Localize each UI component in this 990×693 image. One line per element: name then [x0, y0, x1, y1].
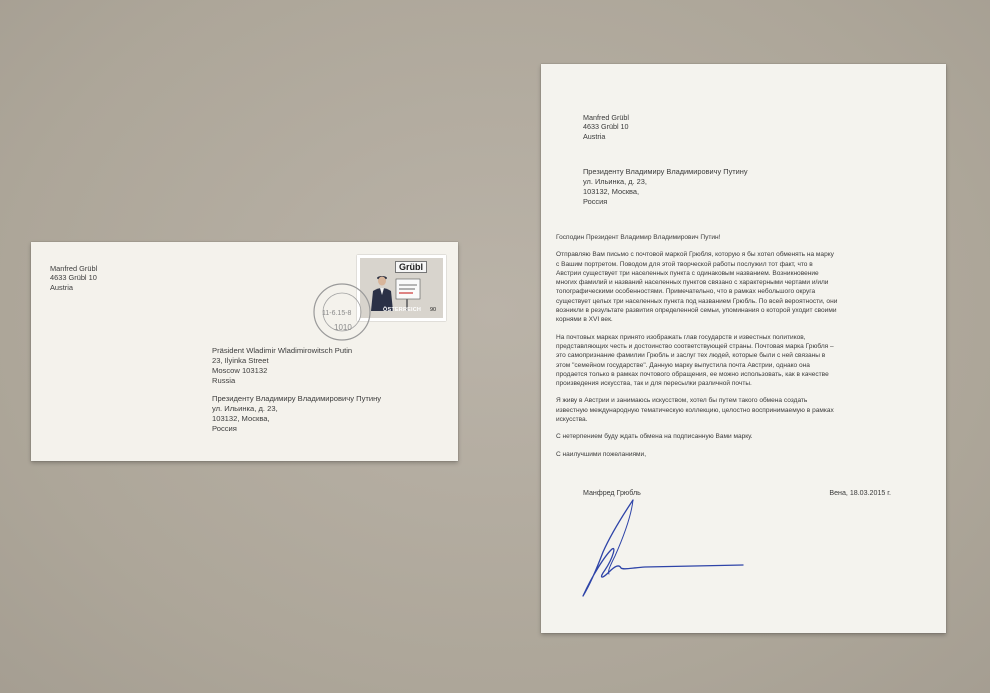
postmark-code: 1010 — [334, 323, 352, 332]
letter-sender-line: 4633 Grübl 10 — [583, 122, 629, 132]
paragraph-line: С нетерпением буду ждать обмена на подписанную Вами марку. — [556, 433, 753, 441]
paragraph-line: возникли в результате развития определенной семьи, упоминания о которой уходит своими — [556, 307, 837, 315]
recipient-cyrillic-line: Россия — [212, 424, 237, 433]
letter-greeting: Господин Президент Владимир Владимирович Путин! — [556, 234, 721, 241]
letter-recipient-line: Президенту Владимиру Владимировичу Путину — [583, 167, 748, 176]
letter-closing — [556, 450, 921, 459]
letter-paragraph — [556, 333, 921, 389]
recipient-latin-line: Russia — [212, 376, 236, 385]
letter-sender-address — [583, 113, 629, 141]
paragraph-line: Австрии существует три населенных пункта с одинаковым названием. Возникновение — [556, 269, 819, 277]
paragraph-line: этом "семейном государстве". Данную марку выпустила почта Австрии, однако она — [556, 361, 810, 369]
postmark-stamp — [310, 280, 374, 344]
envelope-sender-address — [50, 264, 97, 292]
paragraph-line: искусства. — [556, 416, 588, 424]
recipient-latin-line: Präsident Wladimir Wladimirowitsch Putin — [212, 346, 353, 355]
envelope — [31, 242, 458, 461]
envelope-recipient-latin — [212, 346, 352, 386]
recipient-cyrillic-line: 103132, Москва, — [212, 414, 270, 423]
envelope-sender-line: Manfred Grübl — [50, 264, 98, 273]
letter-sender-line: Manfred Grübl — [583, 113, 629, 122]
paragraph-line: представляющих честь и достоинство соответствующей страны. Почтовая марка Грюбля – — [556, 342, 834, 350]
letter-sender-line: Austria — [583, 131, 606, 141]
paragraph-line: это самопризнание фамилии Грюбль и заслуг тех людей, которые были с ней связаны в — [556, 352, 826, 360]
recipient-latin-line: Moscow 103132 — [212, 366, 268, 375]
paragraph-line: произведения искусства, так и для пересылки различной почты. — [556, 380, 752, 388]
envelope-sender-line: 4633 Grübl 10 — [50, 273, 97, 283]
letter-paragraph — [556, 432, 921, 441]
paragraph-line: С наилучшими пожеланиями, — [556, 450, 647, 458]
paragraph-line: На почтовых марках принято изображать глав государств и известных политиков, — [556, 333, 806, 341]
postmark-date: 11-6.15-8 — [322, 310, 352, 317]
letter-recipient-address — [583, 167, 748, 207]
paragraph-line: известную международную тематическую коллекцию, целостно воспринимаемую в рамках — [556, 406, 834, 414]
recipient-cyrillic-line: Президенту Владимиру Владимировичу Путину — [212, 394, 382, 403]
stamp-country-label: ÖSTERREICH — [383, 307, 422, 313]
paragraph-line: корнями в XVI век. — [556, 316, 613, 324]
paragraph-line: продается только в рамках почтового обращения, ее можно использовать, как в качестве — [556, 370, 829, 378]
stamp-portrait-icon — [368, 271, 428, 311]
paragraph-line: Отправляю Вам письмо с почтовой маркой Грюбля, которую я бы хотел обменять на марку — [556, 251, 834, 259]
paragraph-line: многих фамилий и названий населенных пунктов связано с характерными чертами и/или — [556, 279, 829, 287]
letter-paragraph — [556, 250, 921, 324]
paragraph-line: с Вашим портретом. Поводом для этой творческой работы послужил тот факт, что в — [556, 260, 813, 268]
paragraph-line: существует целых три населенных пункта под названием Грюбль. По всей вероятности, они — [556, 297, 838, 305]
letter-recipient-line: 103132, Москва, — [583, 187, 640, 196]
letter-sheet — [541, 64, 946, 633]
handwritten-signature — [571, 494, 746, 604]
place-date: Вена, 18.03.2015 г. — [829, 489, 891, 497]
stamp-brand-label: Grübl — [395, 261, 427, 273]
paragraph-line: Я живу в Австрии и занимаюсь искусством, хотел бы путем такого обмена создать — [556, 397, 808, 405]
recipient-latin-line: 23, Ilyinka Street — [212, 356, 269, 365]
paragraph-line: топографическими особенностями. Примечательно, что в рамках небольшого округа — [556, 288, 816, 296]
envelope-recipient-cyrillic — [212, 394, 381, 434]
letter-paragraph — [556, 396, 921, 424]
envelope-sender-line: Austria — [50, 282, 74, 292]
letter-recipient-line: ул. Ильинка, д. 23, — [583, 177, 647, 186]
signature-name: Манфред Грюбль — [583, 489, 641, 497]
recipient-cyrillic-line: ул. Ильинка, д. 23, — [212, 404, 278, 413]
letter-recipient-line: Россия — [583, 197, 608, 206]
letter-body — [556, 233, 921, 467]
stamp-value-label: 90 — [430, 307, 437, 313]
